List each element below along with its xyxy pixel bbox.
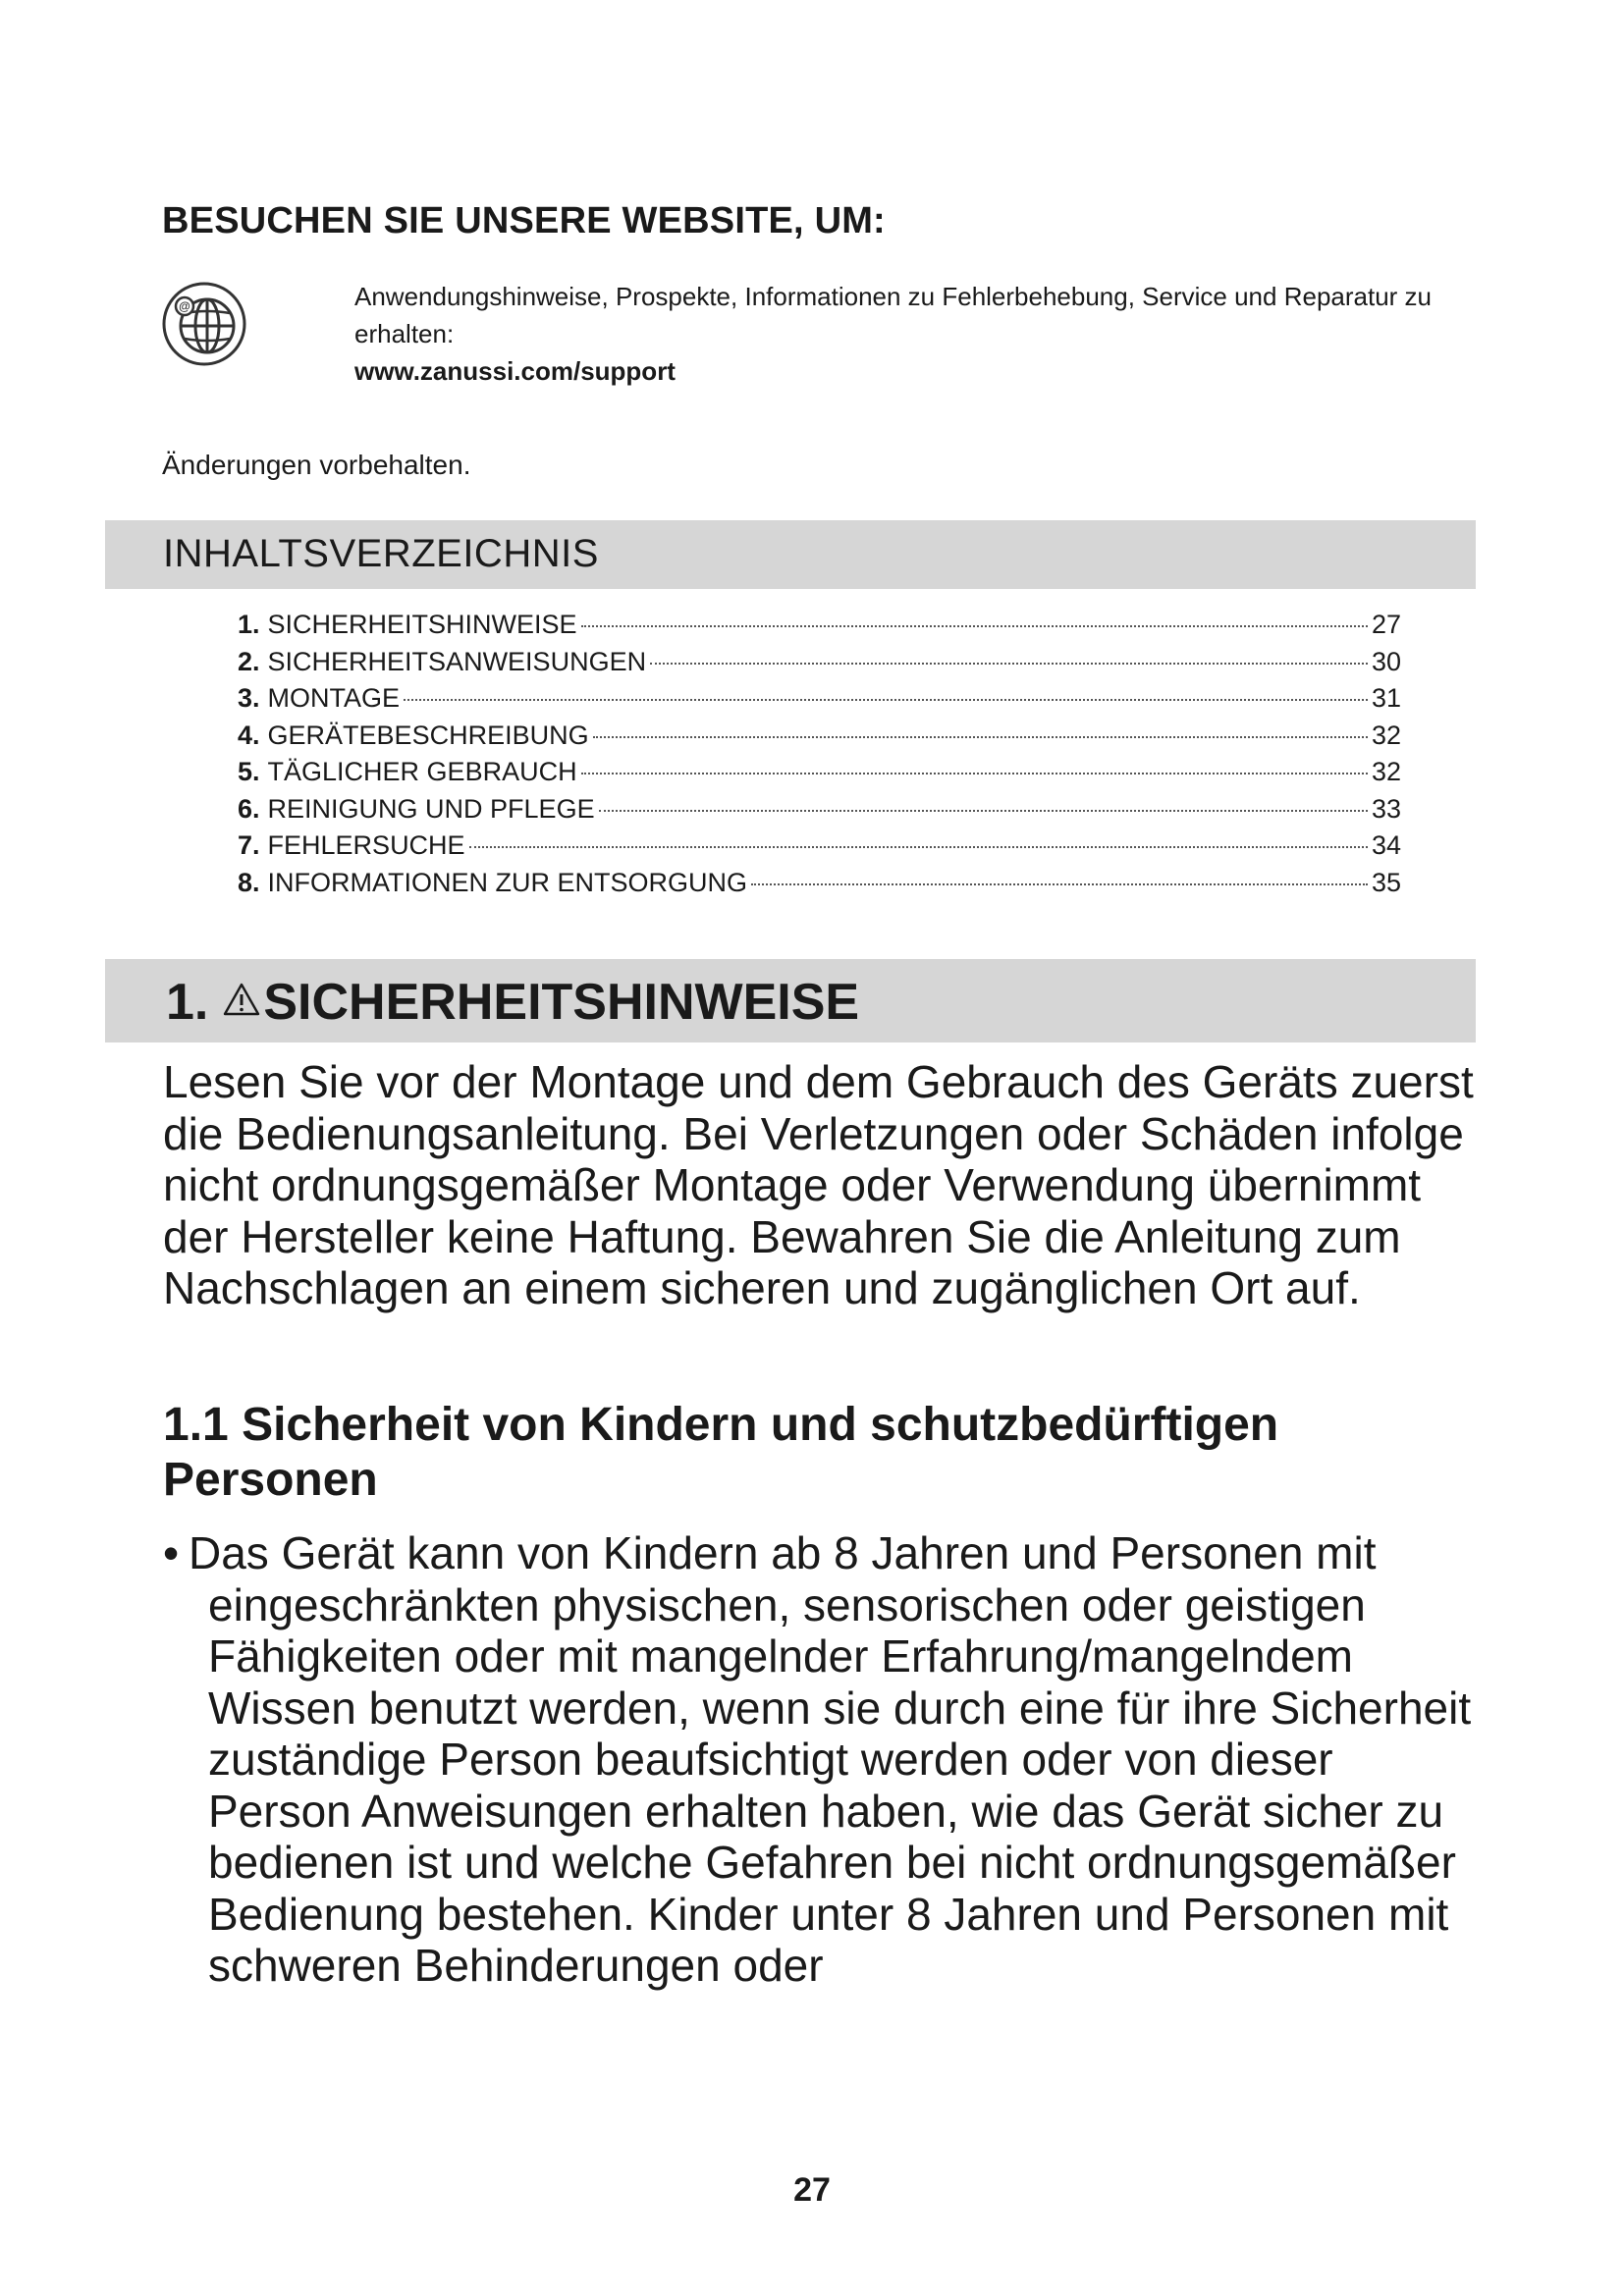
toc-leader-dots xyxy=(581,625,1368,627)
section-title-text: SICHERHEITSHINWEISE xyxy=(263,974,860,1031)
toc-entry-page: 27 xyxy=(1371,610,1401,639)
toc-entry[interactable] xyxy=(238,680,1401,718)
toc-leader-dots xyxy=(599,810,1368,812)
website-heading: BESUCHEN SIE UNSERE WEBSITE, UM: xyxy=(162,200,886,241)
toc-entry-label: INFORMATIONEN ZUR ENTSORGUNG xyxy=(267,867,748,897)
subsection-heading: 1.1 Sicherheit von Kindern und schutzbedürftigen Personen xyxy=(163,1399,1279,1506)
toc-entry[interactable] xyxy=(238,828,1401,865)
toc-entry-page: 34 xyxy=(1371,830,1401,860)
toc-title: INHALTSVERZEICHNIS xyxy=(163,532,599,575)
toc-entry-number: 1. xyxy=(238,610,260,639)
section-header-band xyxy=(105,959,1476,1042)
toc-entry[interactable] xyxy=(238,607,1401,644)
toc-entry-label: MONTAGE xyxy=(267,683,401,713)
support-url-link[interactable]: www.zanussi.com/support xyxy=(354,356,676,386)
toc-entry-label: TÄGLICHER GEBRAUCH xyxy=(267,757,577,786)
toc-entry-label: FEHLERSUCHE xyxy=(267,830,465,860)
toc-leader-dots xyxy=(650,663,1368,665)
toc-entry-page: 32 xyxy=(1371,720,1401,750)
toc-leader-dots xyxy=(751,883,1368,885)
section-number: 1. xyxy=(166,974,209,1031)
bullet-item xyxy=(163,1527,1479,1992)
toc-leader-dots xyxy=(469,846,1368,848)
bullet-text: Das Gerät kann von Kindern ab 8 Jahren und Personen mit eingeschränkten physischen, sensorischen oder geistigen Fähigkeiten oder mit mangelnder Erfahrung/mangelndem Wissen benutzt werden, wenn sie durch eine für ihre Sicherheit zuständige Person beaufsichtigt werden oder von dieser Person Anweisungen erhalten haben, wie das Gerät sicher zu bedienen ist und welche Gefahren bei nicht ordnungsgemäßer Bedienung bestehen. Kinder unter 8 Jahren und Personen mit schweren Behinderungen oder xyxy=(189,1527,1472,1991)
table-of-contents xyxy=(238,607,1401,901)
toc-entry[interactable] xyxy=(238,644,1401,681)
safety-intro-paragraph: Lesen Sie vor der Montage und dem Gebrauch des Geräts zuerst die Bedienungsanleitung. Bei Verletzungen oder Schäden infolge nicht ordnungsgemäßer Montage oder Verwendung übernimmt der Hersteller keine Haftung. Bewahren Sie die Anleitung zum Nachschlagen an einem sicheren und zugänglichen Ort auf. xyxy=(163,1056,1474,1313)
toc-entry-label: REINIGUNG UND PFLEGE xyxy=(267,793,595,824)
toc-entry[interactable] xyxy=(238,865,1401,902)
globe-icon xyxy=(160,280,248,368)
support-info xyxy=(354,278,1454,390)
warning-icon xyxy=(222,982,261,1017)
toc-entry-number: 5. xyxy=(238,757,260,786)
toc-entry-number: 7. xyxy=(238,830,260,860)
toc-entry-number: 3. xyxy=(238,683,260,713)
support-description: Anwendungshinweise, Prospekte, Informationen zu Fehlerbehebung, Service und Reparatur zu erhalten: xyxy=(354,282,1433,348)
toc-entry-page: 35 xyxy=(1371,867,1401,897)
toc-leader-dots xyxy=(404,699,1368,701)
toc-leader-dots xyxy=(593,736,1368,738)
section-title xyxy=(166,973,859,1032)
toc-entry-number: 6. xyxy=(238,793,260,824)
bullet-mark: • xyxy=(163,1527,180,1578)
toc-entry-number: 2. xyxy=(238,646,260,676)
toc-entry-page: 32 xyxy=(1371,757,1401,786)
toc-entry-page: 33 xyxy=(1371,793,1401,824)
toc-leader-dots xyxy=(581,773,1368,774)
svg-text:@: @ xyxy=(179,299,190,313)
toc-header-band xyxy=(105,520,1476,589)
toc-entry-label: SICHERHEITSHINWEISE xyxy=(267,610,577,639)
toc-entry-page: 30 xyxy=(1371,646,1401,676)
page-number: 27 xyxy=(793,2171,831,2209)
toc-entry-number: 4. xyxy=(238,720,260,750)
toc-entry-page: 31 xyxy=(1371,683,1401,713)
toc-entry[interactable] xyxy=(238,754,1401,791)
toc-entry-number: 8. xyxy=(238,867,260,897)
toc-entry[interactable] xyxy=(238,791,1401,828)
changes-note: Änderungen vorbehalten. xyxy=(162,450,471,480)
toc-entry-label: GERÄTEBESCHREIBUNG xyxy=(267,720,589,750)
toc-entry-label: SICHERHEITSANWEISUNGEN xyxy=(267,646,647,676)
toc-entry[interactable] xyxy=(238,718,1401,755)
